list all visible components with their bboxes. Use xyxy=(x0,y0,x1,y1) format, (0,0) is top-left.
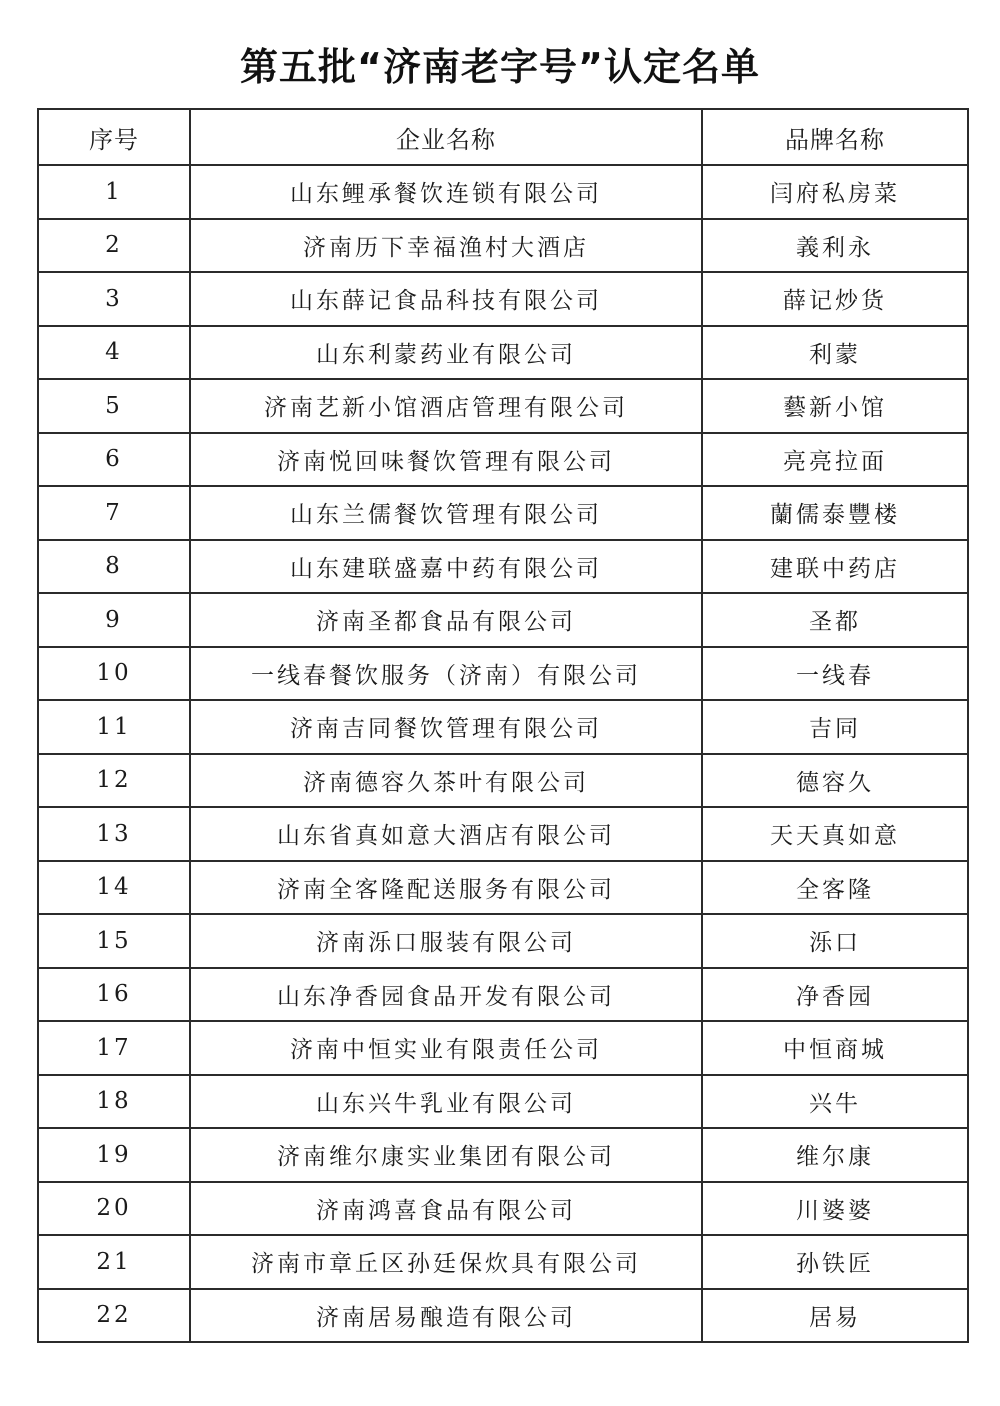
cell-seq: 1 xyxy=(38,165,190,219)
cell-brand: 圣都 xyxy=(702,593,968,647)
cell-seq: 3 xyxy=(38,272,190,326)
cell-company: 济南全客隆配送服务有限公司 xyxy=(190,861,702,915)
table-row xyxy=(38,700,968,754)
cell-seq: 8 xyxy=(38,540,190,594)
cell-company: 济南悦回味餐饮管理有限公司 xyxy=(190,433,702,487)
cell-seq: 13 xyxy=(38,807,190,861)
cell-brand: 利蒙 xyxy=(702,326,968,380)
table-row xyxy=(38,593,968,647)
header-company: 企业名称 xyxy=(190,109,702,165)
table-row xyxy=(38,1128,968,1182)
cell-seq: 10 xyxy=(38,647,190,701)
cell-company: 济南中恒实业有限责任公司 xyxy=(190,1021,702,1075)
cell-seq: 19 xyxy=(38,1128,190,1182)
cell-seq: 7 xyxy=(38,486,190,540)
table-body xyxy=(38,165,968,1342)
table-row xyxy=(38,861,968,915)
table-row xyxy=(38,1182,968,1236)
header-seq: 序号 xyxy=(38,109,190,165)
cell-seq: 20 xyxy=(38,1182,190,1236)
table-row xyxy=(38,540,968,594)
cell-company: 济南吉同餐饮管理有限公司 xyxy=(190,700,702,754)
cell-company: 山东鲤承餐饮连锁有限公司 xyxy=(190,165,702,219)
cell-brand: 中恒商城 xyxy=(702,1021,968,1075)
cell-brand: 藝新小馆 xyxy=(702,379,968,433)
cell-brand: 净香园 xyxy=(702,968,968,1022)
cell-seq: 21 xyxy=(38,1235,190,1289)
table-row xyxy=(38,807,968,861)
cell-company: 济南圣都食品有限公司 xyxy=(190,593,702,647)
table-row xyxy=(38,754,968,808)
table-row xyxy=(38,165,968,219)
cell-company: 山东薛记食品科技有限公司 xyxy=(190,272,702,326)
cell-seq: 16 xyxy=(38,968,190,1022)
table-row xyxy=(38,1235,968,1289)
cell-brand: 建联中药店 xyxy=(702,540,968,594)
cell-seq: 18 xyxy=(38,1075,190,1129)
table-row xyxy=(38,433,968,487)
cell-brand: 孙铁匠 xyxy=(702,1235,968,1289)
cell-brand: 薛记炒货 xyxy=(702,272,968,326)
cell-company: 山东兴牛乳业有限公司 xyxy=(190,1075,702,1129)
roster-table xyxy=(37,108,969,1343)
cell-brand: 一线春 xyxy=(702,647,968,701)
cell-brand: 亮亮拉面 xyxy=(702,433,968,487)
cell-company: 济南艺新小馆酒店管理有限公司 xyxy=(190,379,702,433)
cell-seq: 11 xyxy=(38,700,190,754)
cell-company: 济南历下幸福渔村大酒店 xyxy=(190,219,702,273)
cell-seq: 2 xyxy=(38,219,190,273)
table-row xyxy=(38,647,968,701)
cell-seq: 9 xyxy=(38,593,190,647)
cell-seq: 14 xyxy=(38,861,190,915)
cell-brand: 德容久 xyxy=(702,754,968,808)
cell-brand: 兴牛 xyxy=(702,1075,968,1129)
table-row xyxy=(38,326,968,380)
cell-company: 济南泺口服装有限公司 xyxy=(190,914,702,968)
cell-brand: 居易 xyxy=(702,1289,968,1343)
cell-company: 济南维尔康实业集团有限公司 xyxy=(190,1128,702,1182)
cell-company: 济南鸿喜食品有限公司 xyxy=(190,1182,702,1236)
table-row xyxy=(38,379,968,433)
table-row xyxy=(38,219,968,273)
table-row xyxy=(38,914,968,968)
cell-brand: 吉同 xyxy=(702,700,968,754)
table-row xyxy=(38,1075,968,1129)
cell-company: 山东兰儒餐饮管理有限公司 xyxy=(190,486,702,540)
cell-brand: 闫府私房菜 xyxy=(702,165,968,219)
table-row xyxy=(38,968,968,1022)
cell-company: 一线春餐饮服务（济南）有限公司 xyxy=(190,647,702,701)
cell-seq: 12 xyxy=(38,754,190,808)
cell-brand: 泺口 xyxy=(702,914,968,968)
cell-seq: 6 xyxy=(38,433,190,487)
table-row xyxy=(38,1289,968,1343)
cell-brand: 蘭儒泰豐楼 xyxy=(702,486,968,540)
cell-company: 山东省真如意大酒店有限公司 xyxy=(190,807,702,861)
cell-seq: 22 xyxy=(38,1289,190,1343)
cell-seq: 15 xyxy=(38,914,190,968)
cell-company: 济南市章丘区孙廷保炊具有限公司 xyxy=(190,1235,702,1289)
cell-brand: 川婆婆 xyxy=(702,1182,968,1236)
table-row xyxy=(38,1021,968,1075)
table-row xyxy=(38,272,968,326)
cell-company: 济南居易酿造有限公司 xyxy=(190,1289,702,1343)
cell-seq: 5 xyxy=(38,379,190,433)
cell-brand: 義利永 xyxy=(702,219,968,273)
cell-seq: 4 xyxy=(38,326,190,380)
page-title: 第五批“济南老字号”认定名单 xyxy=(240,45,760,90)
cell-brand: 维尔康 xyxy=(702,1128,968,1182)
table-header-row xyxy=(38,109,968,165)
cell-company: 山东建联盛嘉中药有限公司 xyxy=(190,540,702,594)
cell-company: 济南德容久茶叶有限公司 xyxy=(190,754,702,808)
table-row xyxy=(38,486,968,540)
header-brand: 品牌名称 xyxy=(702,109,968,165)
cell-seq: 17 xyxy=(38,1021,190,1075)
cell-company: 山东净香园食品开发有限公司 xyxy=(190,968,702,1022)
cell-brand: 全客隆 xyxy=(702,861,968,915)
cell-company: 山东利蒙药业有限公司 xyxy=(190,326,702,380)
cell-brand: 天天真如意 xyxy=(702,807,968,861)
